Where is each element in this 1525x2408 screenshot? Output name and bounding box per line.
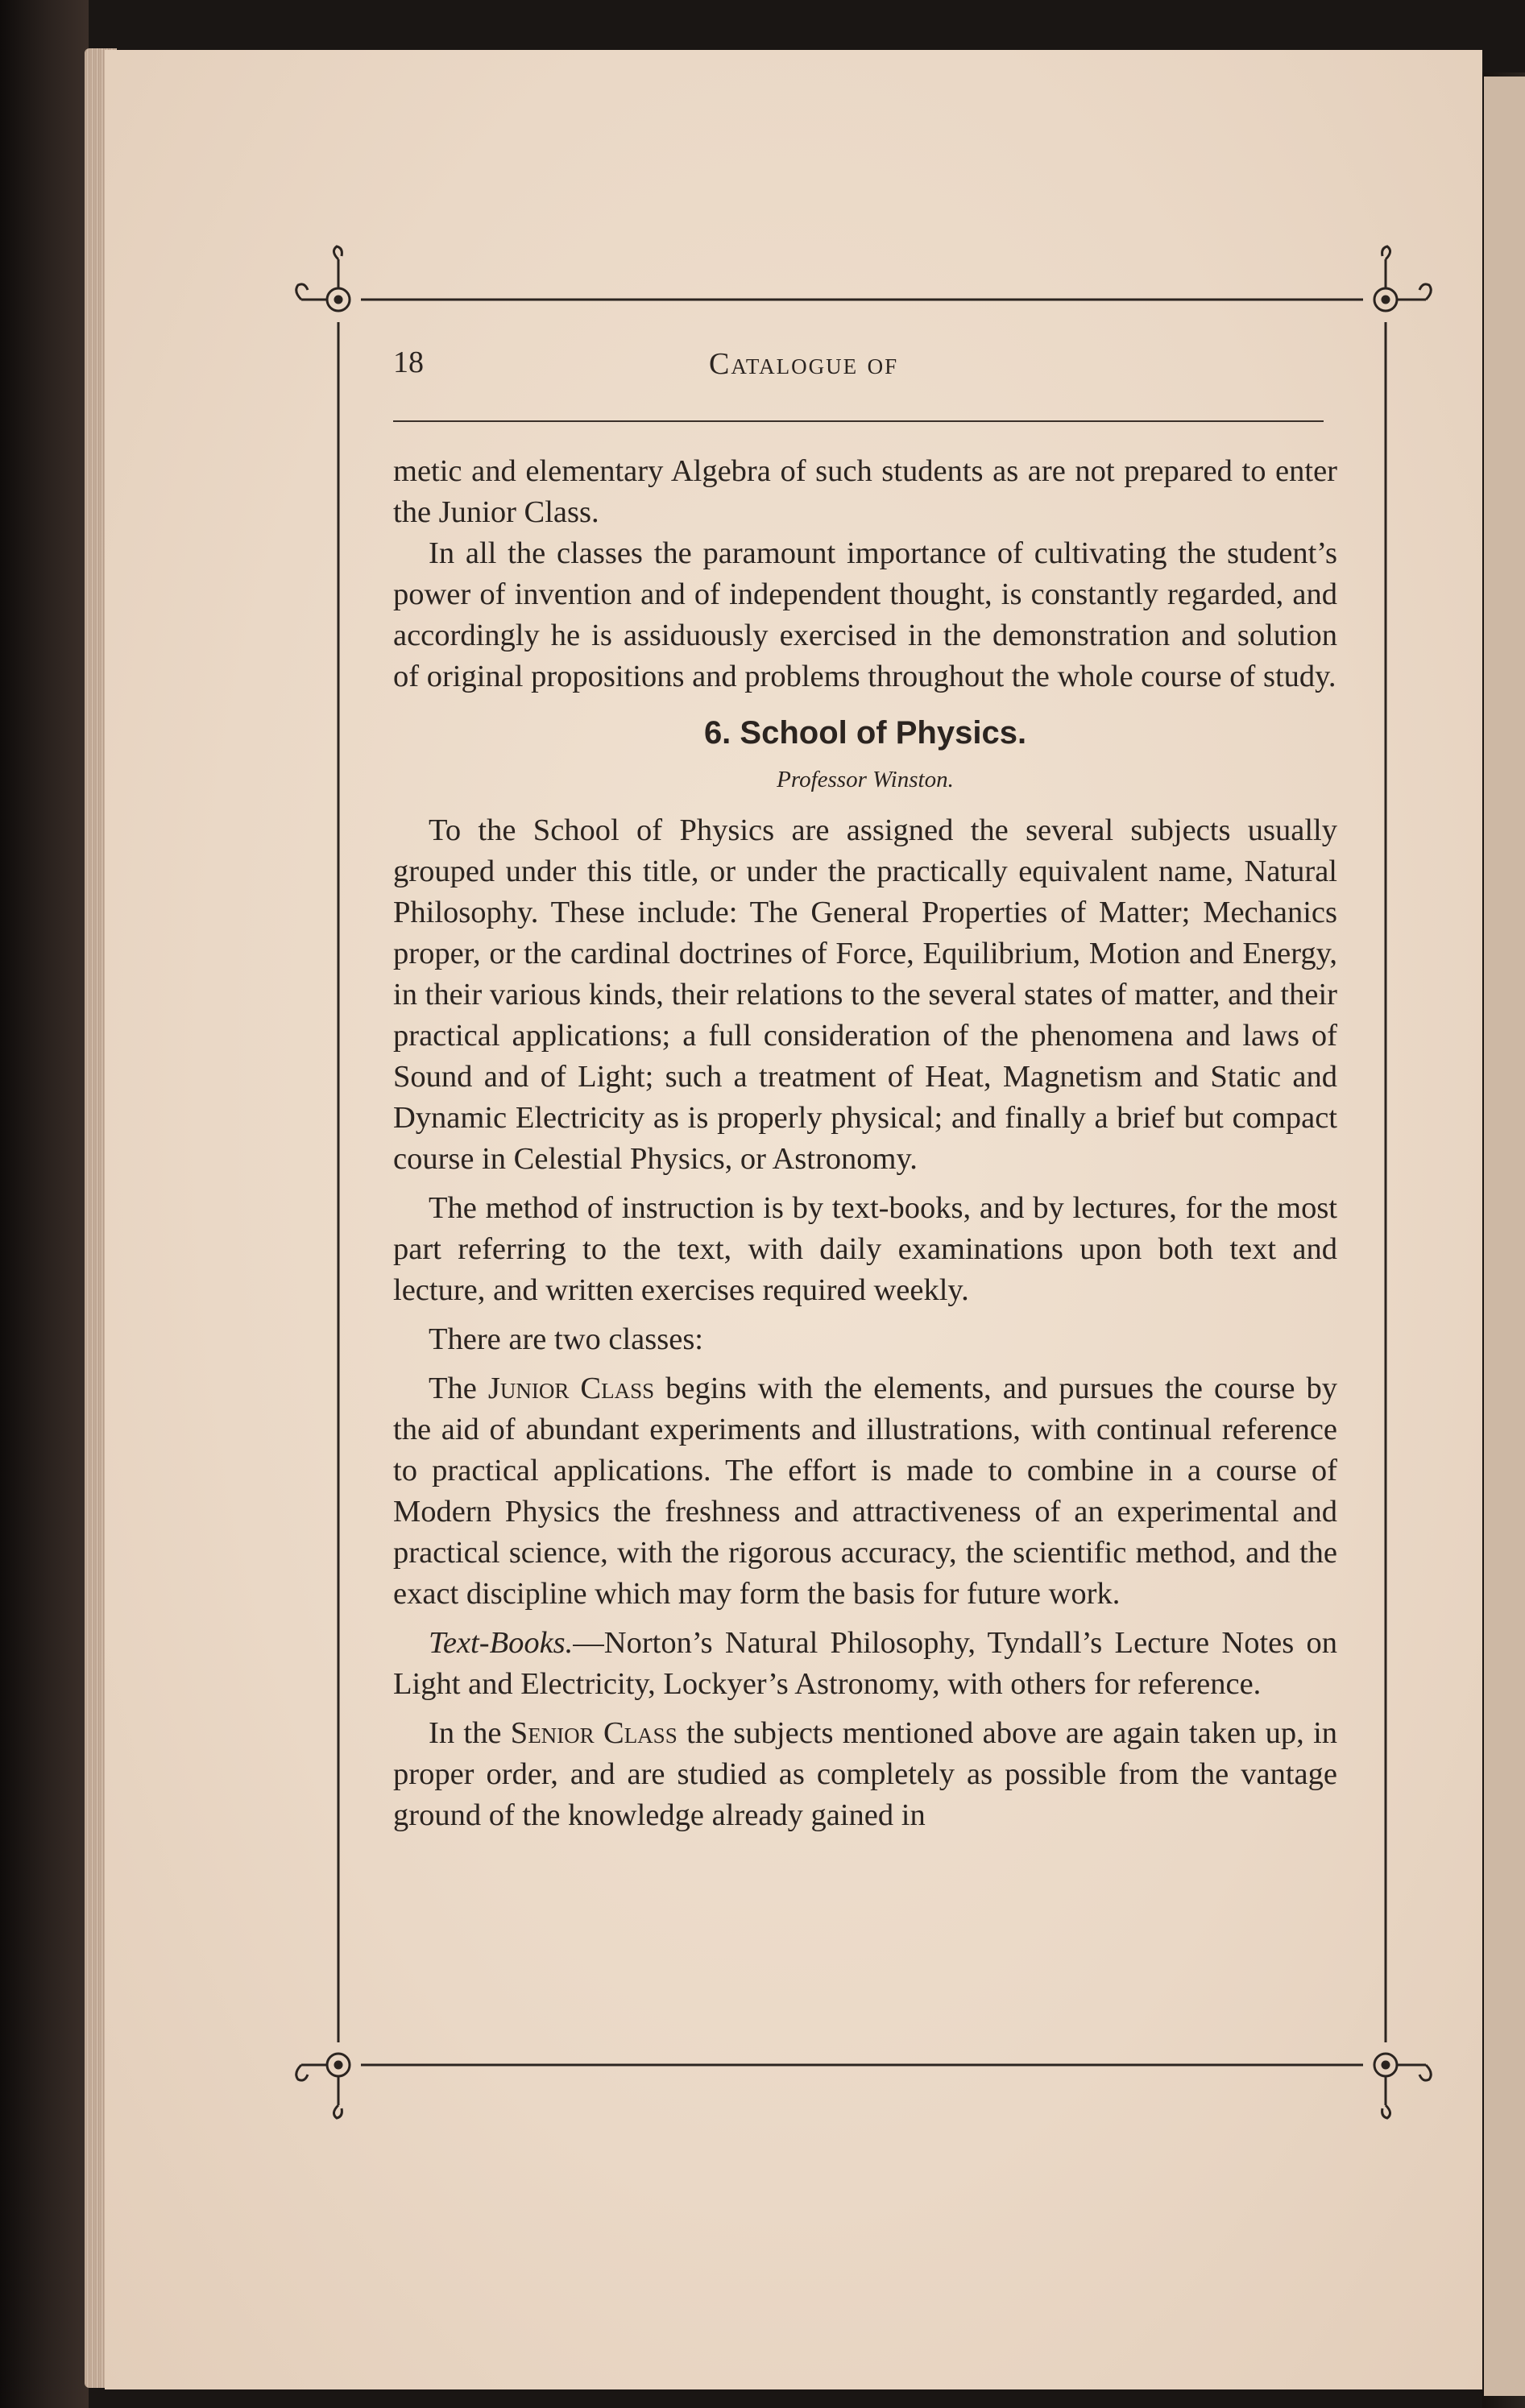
junior-lead: The: [429, 1372, 477, 1405]
body-text: [393, 451, 1337, 1836]
paragraph-senior-class: [393, 1713, 1337, 1836]
page-number: 18: [393, 345, 424, 379]
corner-ornament-bottom-right: [1374, 2054, 1431, 2118]
text-books-label: Text-Books.: [429, 1626, 574, 1660]
junior-class-label: Junior Class: [487, 1372, 655, 1405]
junior-class-text: begins with the elements, and pursues the course by the aid of abundant experiments and illustrations, with continual reference to practical applications. The effort is made to combine in a course of Modern Physics the freshness and attractiveness of an experimental and practical science, with the rigorous accuracy, the scientific method, and the exact discipline which may form the basis for future work.: [393, 1372, 1338, 1611]
header-rule: [393, 420, 1324, 422]
corner-ornament-top-right: [1374, 246, 1431, 311]
senior-class-label: Senior Class: [510, 1716, 678, 1750]
paragraph-method: The method of instruction is by text-books, and by lectures, for the most part referring to the text, with daily examinations upon both text and lecture, and written exercises required weekly.: [393, 1191, 1337, 1307]
paragraph-junior-class: [393, 1368, 1337, 1615]
senior-lead: In the: [429, 1716, 502, 1750]
paragraph-invention: In all the classes the paramount importance of cultivating the student’s power of invention and of independent thought, is constantly regarded, and accordingly he is assiduously exercised in the demonstration and solution of original propositions and problems throughout the whole course of study.: [393, 536, 1337, 693]
professor-name: Professor Winston.: [777, 767, 954, 792]
paragraph-text-books: [393, 1623, 1337, 1705]
paragraph-classes: There are two classes:: [429, 1322, 703, 1356]
paragraph-continuation: metic and elementary Algebra of such students as are not prepared to enter the Junior Class.: [393, 454, 1337, 529]
corner-ornament-top-left: [296, 246, 350, 311]
senior-class-text: the subjects mentioned above are again taken up, in proper order, and are studied as completely as possible from the vantage ground of the knowledge already gained in: [393, 1716, 1338, 1832]
running-title: Catalogue of: [709, 347, 899, 381]
text-books-list: —Norton’s Natural Philosophy, Tyndall’s Lecture Notes on Light and Electricity, Lockyer’s Astronomy, with others for reference.: [393, 1626, 1337, 1701]
paragraph-subjects: To the School of Physics are assigned the several subjects usually grouped under this title, or under the practically equivalent name, Natural Philosophy. These include: The General Properties of Matter; Mechanics proper, or the cardinal doctrines of Force, Equilibrium, Motion and Energy, in their various kinds, their relations to the several states of matter, and their practical applications; a full consideration of the phenomena and laws of Sound and of Light; such a treatment of Heat, Magnetism and Static and Dynamic Electricity as is properly physical; and finally a brief but compact course in Celestial Physics, or Astronomy.: [393, 813, 1337, 1176]
section-heading: 6. School of Physics.: [703, 715, 1027, 751]
corner-ornament-bottom-left: [296, 2054, 350, 2118]
